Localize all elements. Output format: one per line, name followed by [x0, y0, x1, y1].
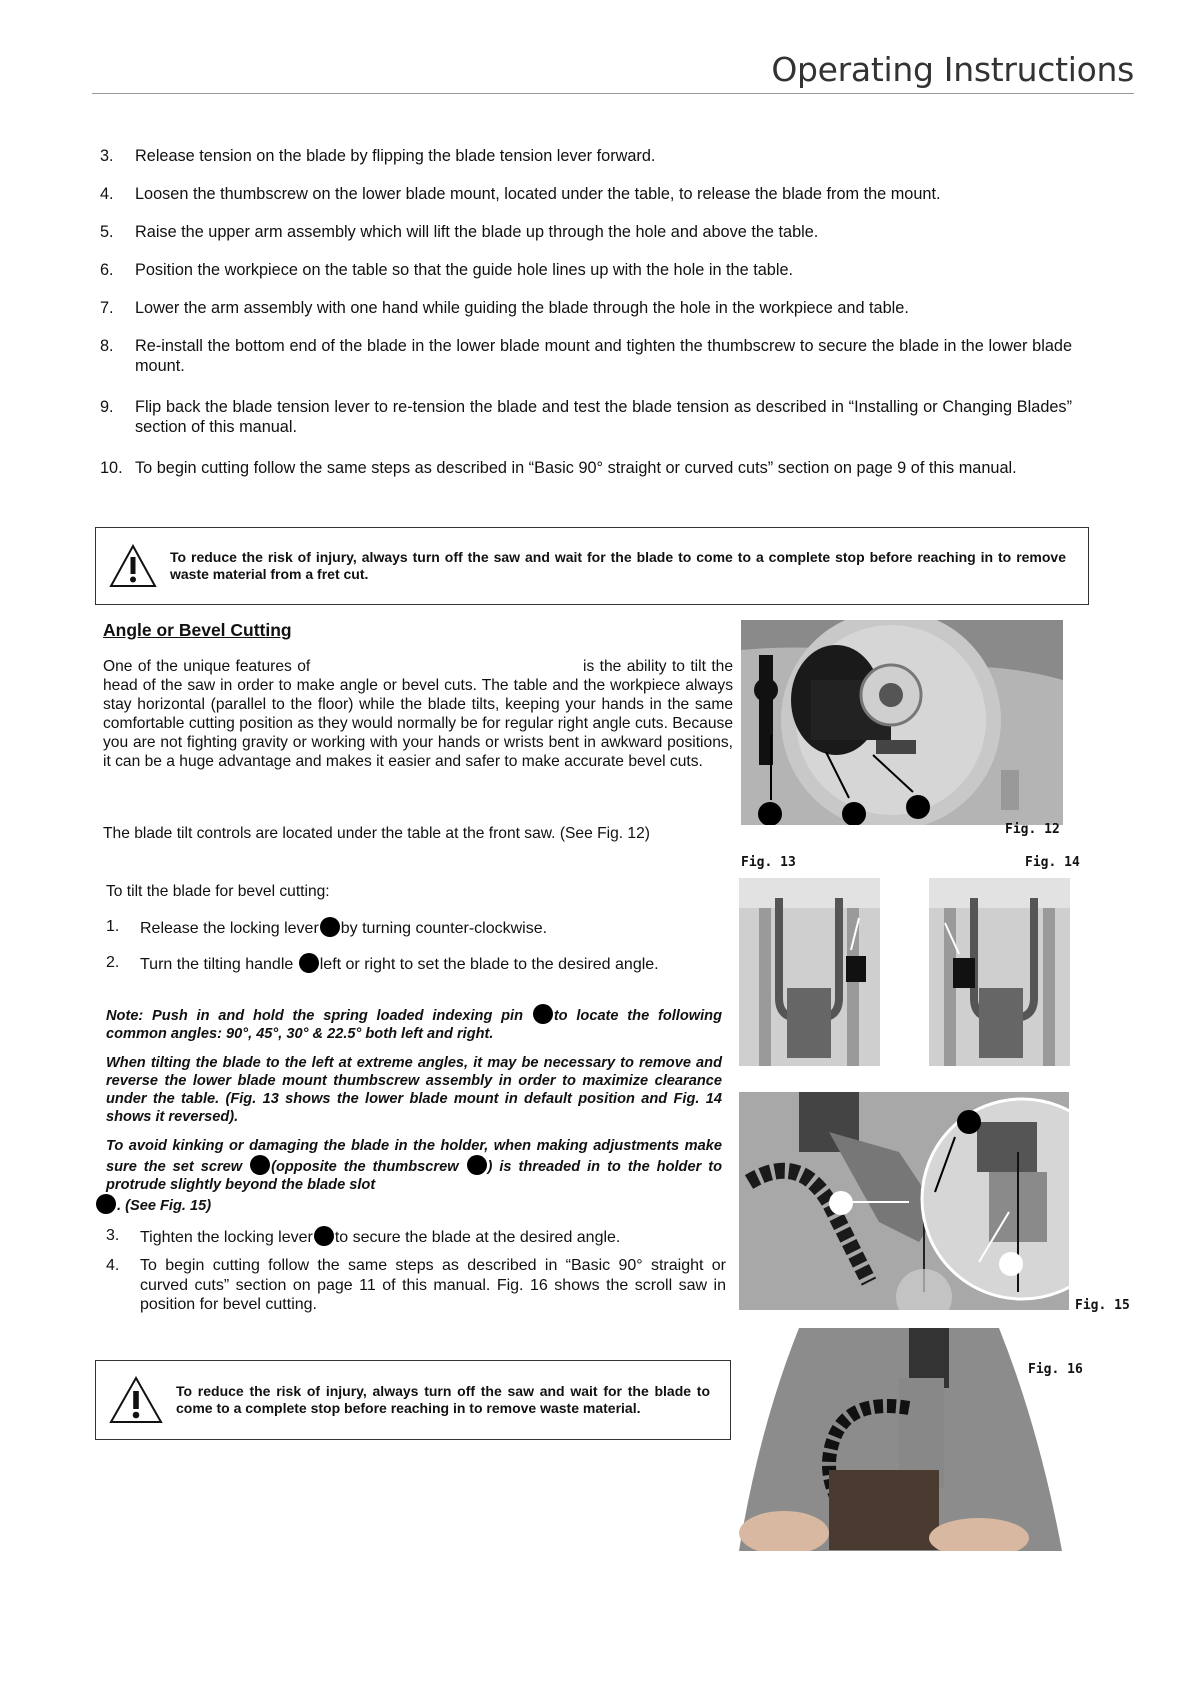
header-divider	[92, 93, 1134, 94]
list-item: 6. Position the workpiece on the table so that the guide hole lines up with the hole in the table.	[100, 261, 794, 279]
list-item: 4. To begin cutting follow the same steps as described in “Basic 90° straight or curved cuts” section on page 11 of this manual. Fig. 16 shows the scroll saw in position for bevel cutting.	[106, 1257, 726, 1313]
figure-13-photo	[739, 878, 880, 1066]
note-set-screw: To avoid kinking or damaging the blade in the holder, when making adjustments make sure the set screw (opposite the thumbscrew ) is threaded in to the holder to protrude slightly beyond the blade slot . (See Fig. 15)	[106, 1137, 722, 1215]
callout-marker	[957, 1110, 981, 1134]
callout-marker	[533, 1004, 553, 1024]
section-title: Angle or Bevel Cutting	[103, 620, 292, 640]
callout-marker	[299, 953, 319, 973]
warning-box	[95, 1360, 731, 1440]
callout-marker	[906, 795, 930, 819]
list-item: 4. Loosen the thumbscrew on the lower blade mount, located under the table, to release the blade from the mount.	[100, 185, 941, 203]
callout-marker	[96, 1194, 116, 1214]
list-item: 8. Re-install the bottom end of the blade in the lower blade mount and tighten the thumbscrew to secure the blade in the lower blade mount.	[100, 337, 1072, 375]
figure-label: Fig. 13	[741, 855, 796, 870]
note-indexing: Note: Push in and hold the spring loaded indexing pin to locate the following common angles: 90°, 45°, 30° & 22.5° both left and right.	[106, 1004, 722, 1043]
list-item: 2. Turn the tilting handle left or right to set the blade to the desired angle.	[106, 954, 659, 973]
callout-marker	[829, 1191, 853, 1215]
figure-15-photo	[739, 1092, 1069, 1310]
warning-text: To reduce the risk of injury, always turn off the saw and wait for the blade to come to a complete stop before reaching in to remove waste material from a fret cut.	[170, 549, 1066, 582]
callout-marker	[758, 802, 782, 825]
callout-marker	[250, 1155, 270, 1175]
list-item: 3. Tighten the locking lever to secure the blade at the desired angle.	[106, 1227, 621, 1246]
figure-16-photo	[739, 1328, 1062, 1551]
figure-label: Fig. 12	[1005, 822, 1060, 837]
list-item: 9. Flip back the blade tension lever to re-tension the blade and test the blade tension as described in “Installing or Changing Blades” section of this manual.	[100, 398, 1072, 436]
callout-marker	[320, 917, 340, 937]
page-title: Operating Instructions	[771, 50, 1134, 89]
callout-marker	[842, 802, 866, 825]
callout-marker	[314, 1226, 334, 1246]
warning-icon	[108, 543, 158, 589]
tilt-intro: To tilt the blade for bevel cutting:	[106, 883, 330, 900]
intro-paragraph: One of the unique features of is the ability to tilt the head of the saw in order to make angle or bevel cuts. The table and the workpiece always stay horizontal (parallel to the floor) while the blade tilts, keeping your hands in the same comfortable cutting position as they would normally be for regular right angle cuts. Because you are not fighting gravity or working with your hands or wrists bent in awkward positions, it can be a huge advantage and makes it easier and safer to make accurate bevel cuts.	[103, 658, 733, 770]
figure-label: Fig. 16	[1028, 1362, 1083, 1377]
list-item: 3. Release tension on the blade by flipping the blade tension lever forward.	[100, 147, 656, 165]
figure-14-photo	[929, 878, 1070, 1066]
list-item: 1. Release the locking lever by turning counter-clockwise.	[106, 918, 548, 937]
list-item: 10. To begin cutting follow the same steps as described in “Basic 90° straight or curved cuts” section on page 9 of this manual.	[100, 459, 1017, 477]
figure-label: Fig. 15	[1075, 1298, 1130, 1313]
figure-12-photo	[741, 620, 1063, 825]
callout-marker	[467, 1155, 487, 1175]
list-item: 7. Lower the arm assembly with one hand while guiding the blade through the hole in the workpiece and table.	[100, 299, 909, 317]
controls-paragraph: The blade tilt controls are located under the table at the front saw. (See Fig. 12)	[103, 825, 650, 842]
steps-list	[100, 146, 1072, 496]
note-extreme-angles: When tilting the blade to the left at extreme angles, it may be necessary to remove and reverse the lower blade mount thumbscrew assembly in order to maximize clearance under the table. (Fig. 13 shows the lower blade mount in default position and Fig. 14 shows it reversed).	[106, 1055, 722, 1125]
figure-label: Fig. 14	[1025, 855, 1080, 870]
warning-box	[95, 527, 1089, 605]
warning-icon	[108, 1375, 164, 1425]
list-item: 5. Raise the upper arm assembly which will lift the blade up through the hole and above the table.	[100, 223, 819, 241]
callout-marker	[999, 1252, 1023, 1276]
warning-text: To reduce the risk of injury, always turn off the saw and wait for the blade to come to a complete stop before reaching in to remove waste material.	[176, 1383, 710, 1416]
